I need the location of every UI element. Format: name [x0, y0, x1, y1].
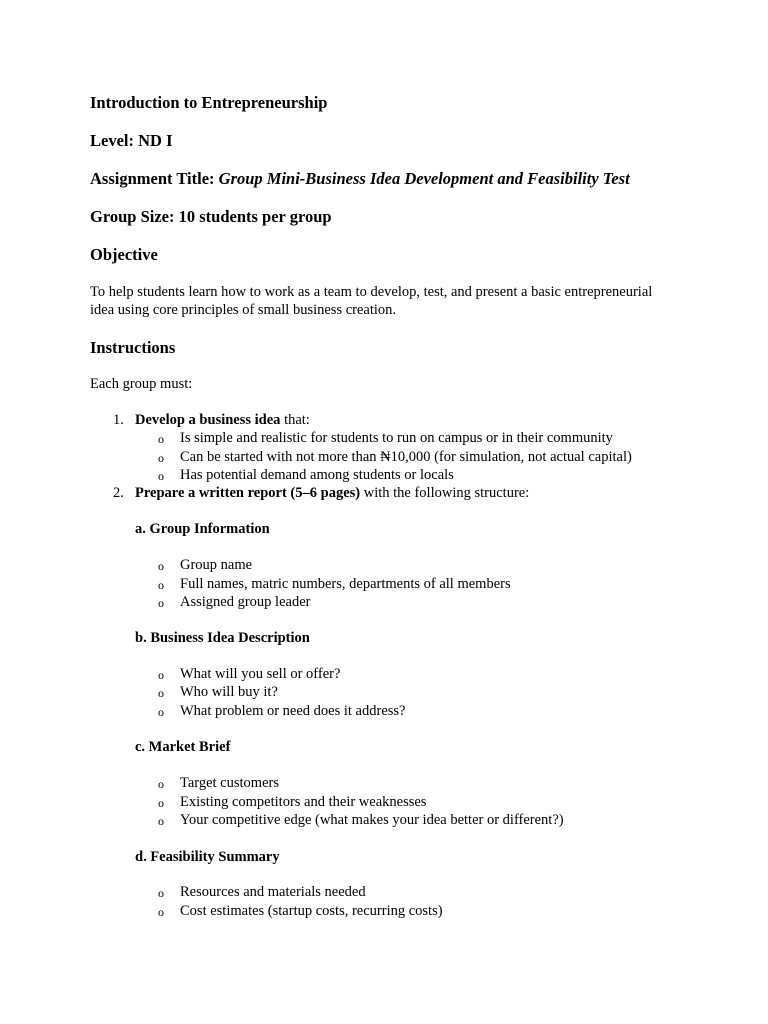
list-item: Existing competitors and their weaknesses — [180, 794, 427, 810]
assignment-title-line — [90, 169, 630, 189]
list-item-2 — [135, 485, 529, 502]
bullet-marker: o — [158, 596, 164, 610]
list-item: Resources and materials needed — [180, 884, 366, 900]
assignment-label: Assignment Title: — [90, 169, 219, 188]
list-item: Full names, matric numbers, departments of all members — [180, 576, 511, 592]
bullet-marker: o — [158, 559, 164, 573]
bullet-marker: o — [158, 796, 164, 810]
instructions-heading: Instructions — [90, 338, 176, 357]
instructions-intro: Each group must: — [90, 376, 193, 392]
bullet-marker: o — [158, 705, 164, 719]
list-item: What will you sell or offer? — [180, 666, 341, 682]
section-heading-a: a. Group Information — [135, 521, 270, 537]
bullet-marker: o — [158, 432, 164, 446]
bullet-marker: o — [158, 578, 164, 592]
list-item: Who will buy it? — [180, 684, 278, 700]
assignment-title: Group Mini-Business Idea Development and Feasibility Test — [218, 169, 630, 188]
list-number-2: 2. — [113, 485, 124, 501]
bullet-marker: o — [158, 886, 164, 900]
list-item-1 — [135, 412, 310, 429]
bullet-marker: o — [158, 668, 164, 682]
level-line: Level: ND I — [90, 131, 173, 150]
objective-text-line-2: idea using core principles of small business creation. — [90, 302, 397, 318]
list-item: Your competitive edge (what makes your idea better or different?) — [180, 812, 564, 828]
list-item: Group name — [180, 557, 253, 573]
list-item: Target customers — [180, 775, 279, 791]
list-item: Can be started with not more than ₦10,000 (for simulation, not actual capital) — [180, 449, 632, 465]
list-item-1-rest: that: — [280, 412, 310, 428]
bullet-marker: o — [158, 451, 164, 465]
section-heading-b: b. Business Idea Description — [135, 630, 310, 646]
objective-text-line-1: To help students learn how to work as a team to develop, test, and present a basic entrepreneurial — [90, 284, 653, 300]
list-item-2-bold: Prepare a written report (5–6 pages) — [135, 485, 361, 501]
group-size-line: Group Size: 10 students per group — [90, 207, 332, 226]
list-number-1: 1. — [113, 412, 124, 428]
list-item: Has potential demand among students or locals — [180, 467, 454, 483]
bullet-marker: o — [158, 905, 164, 919]
course-title: Introduction to Entrepreneurship — [90, 93, 328, 112]
bullet-marker: o — [158, 814, 164, 828]
list-item: Is simple and realistic for students to run on campus or in their community — [180, 430, 613, 446]
list-item: Assigned group leader — [180, 594, 311, 610]
bullet-marker: o — [158, 686, 164, 700]
bullet-marker: o — [158, 777, 164, 791]
section-heading-d: d. Feasibility Summary — [135, 849, 280, 865]
list-item-2-rest: with the following structure: — [360, 485, 530, 501]
list-item: What problem or need does it address? — [180, 703, 406, 719]
bullet-marker: o — [158, 469, 164, 483]
list-item: Cost estimates (startup costs, recurring costs) — [180, 903, 443, 919]
list-item-1-bold: Develop a business idea — [135, 412, 281, 428]
objective-heading: Objective — [90, 245, 158, 264]
section-heading-c: c. Market Brief — [135, 739, 231, 755]
